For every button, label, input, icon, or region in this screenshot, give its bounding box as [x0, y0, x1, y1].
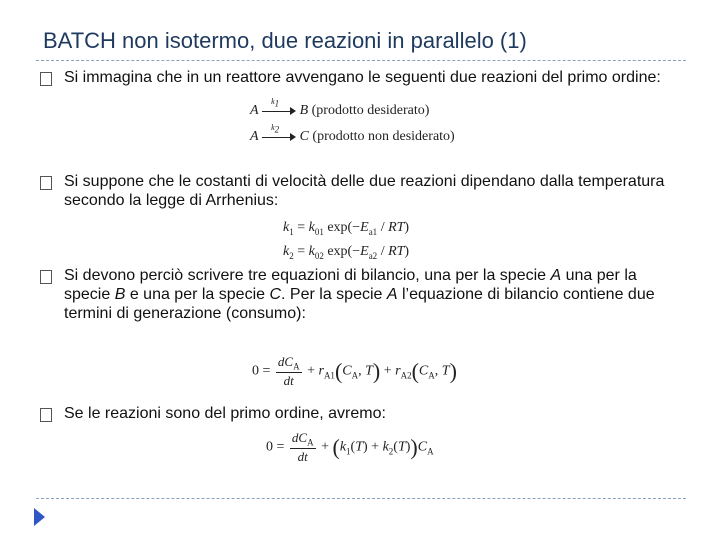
arrhenius-k1: $k_1 = k_{01}$ $\exp(-E_{a1} / RT)$: [283, 220, 410, 237]
reaction-scheme: [250, 96, 510, 149]
footer-divider: [36, 498, 686, 499]
reaction-1: A $k_1$ B (prodotto desiderato): [250, 96, 430, 118]
square-bullet-icon: [40, 408, 52, 422]
arrhenius-k2: $k_2 = k_{02}$ $\exp(-E_{a2} / RT)$: [283, 244, 410, 261]
bullet-text-4: Se le reazioni sono del primo ordine, avremo:: [64, 405, 386, 422]
title-divider: [36, 60, 686, 61]
arrhenius-equations: [283, 220, 443, 266]
bullet-text-3: Si devono perciò scrivere tre equazioni di bilancio, una per la specie A una per la specie B e una per la specie C. Per la specie A l’equazione di bilancio contiene due termini di generazione (consumo):: [64, 267, 655, 322]
reaction-arrow-1: $k_1$: [262, 106, 296, 116]
page-title: BATCH non isotermo, due reazioni in parallelo (1): [43, 28, 527, 53]
reaction-2: A $k_2$ C (prodotto non desiderato): [250, 122, 455, 144]
play-triangle-icon[interactable]: [34, 508, 45, 526]
square-bullet-icon: [40, 72, 52, 86]
bullet-text-2: Si suppone che le costanti di velocità delle due reazioni dipendano dalla temperatura secondo la legge di Arrhenius:: [64, 173, 665, 209]
bullet-text-1: Si immagina che in un reattore avvengano le seguenti due reazioni del primo ordine:: [64, 69, 661, 86]
square-bullet-icon: [40, 176, 52, 190]
balance-equation-general: 0 = $\frac{dC_A}{dt}$ + $r_{A1}(C_A$, $T) + r_{A2}(C_A$, T): [252, 354, 457, 388]
square-bullet-icon: [40, 270, 52, 284]
balance-equation-first-order: 0 = $\frac{dC_A}{dt}$ + $(k_1(T) + k_2(T))C_A$: [266, 430, 434, 464]
reaction-arrow-2: $k_2$: [262, 132, 296, 142]
